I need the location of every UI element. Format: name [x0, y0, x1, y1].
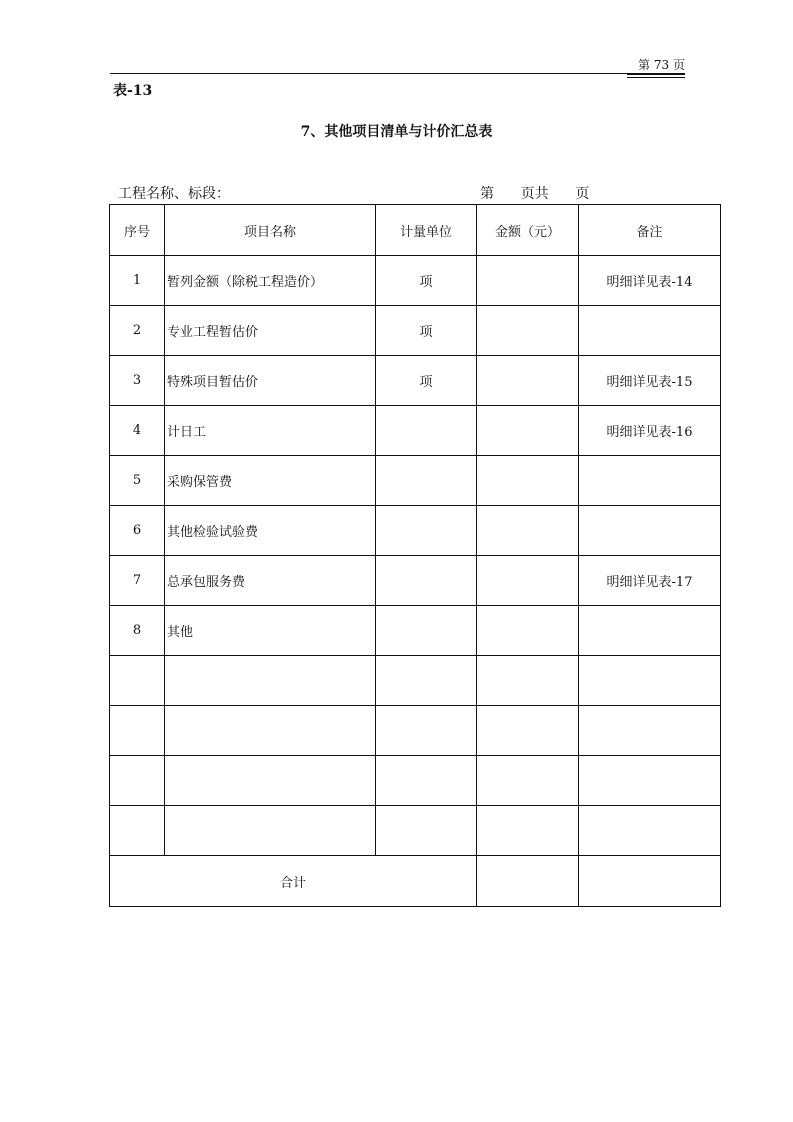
cell-item-name [165, 706, 376, 756]
cell-amount [477, 806, 579, 856]
table-row [110, 456, 721, 506]
cell-unit [376, 656, 477, 706]
page-number [625, 56, 685, 73]
page-number-prefix: 第 [638, 58, 651, 72]
cell-note [579, 506, 721, 556]
table-row [110, 406, 721, 456]
table-row [110, 256, 721, 306]
total-amount [477, 856, 579, 907]
page-number-underline-2 [627, 77, 685, 78]
table-row [110, 606, 721, 656]
cell-amount [477, 606, 579, 656]
cell-unit [376, 406, 477, 456]
cell-note: 明细详见表-14 [579, 256, 721, 306]
cell-item-name: 特殊项目暂估价 [165, 356, 376, 406]
table-row [110, 706, 721, 756]
cell-no: 7 [110, 556, 165, 606]
header-name: 项目名称 [165, 205, 376, 256]
cell-unit: 项 [376, 356, 477, 406]
cell-note [579, 706, 721, 756]
cell-note: 明细详见表-15 [579, 356, 721, 406]
cell-amount [477, 256, 579, 306]
total-label: 合计 [110, 856, 477, 907]
page-number-value: 73 [653, 58, 670, 72]
cell-no [110, 706, 165, 756]
table-row [110, 556, 721, 606]
cell-unit [376, 706, 477, 756]
cell-note [579, 756, 721, 806]
cell-no [110, 806, 165, 856]
page-info: 第 页共 页 [480, 186, 590, 202]
cell-no: 4 [110, 406, 165, 456]
total-note [579, 856, 721, 907]
cell-no: 5 [110, 456, 165, 506]
header-rule [110, 73, 685, 74]
cell-item-name: 计日工 [165, 406, 376, 456]
summary-table [109, 204, 721, 907]
cell-note [579, 656, 721, 706]
cell-unit: 项 [376, 256, 477, 306]
cell-amount [477, 756, 579, 806]
table-row [110, 306, 721, 356]
cell-no: 2 [110, 306, 165, 356]
table-header-row [110, 205, 721, 256]
page-number-underline [627, 74, 685, 75]
cell-item-name: 其他检验试验费 [165, 506, 376, 556]
cell-note: 明细详见表-17 [579, 556, 721, 606]
cell-note [579, 306, 721, 356]
cell-unit [376, 456, 477, 506]
cell-note [579, 806, 721, 856]
table-code: 表-13 [113, 83, 153, 99]
cell-item-name: 总承包服务费 [165, 556, 376, 606]
page-number-suffix: 页 [672, 58, 685, 72]
cell-item-name [165, 756, 376, 806]
cell-item-name [165, 806, 376, 856]
cell-no: 6 [110, 506, 165, 556]
cell-note: 明细详见表-16 [579, 406, 721, 456]
cell-amount [477, 556, 579, 606]
cell-amount [477, 406, 579, 456]
cell-no: 3 [110, 356, 165, 406]
cell-unit [376, 606, 477, 656]
cell-item-name: 暂列金额（除税工程造价） [165, 256, 376, 306]
cell-amount [477, 506, 579, 556]
document-title: 7、其他项目清单与计价汇总表 [300, 124, 493, 140]
table-row [110, 506, 721, 556]
header-amount: 金额（元） [477, 205, 579, 256]
cell-no [110, 656, 165, 706]
cell-unit [376, 806, 477, 856]
table-row [110, 756, 721, 806]
cell-no [110, 756, 165, 806]
cell-amount [477, 706, 579, 756]
table-body [110, 256, 721, 856]
cell-note [579, 606, 721, 656]
cell-unit [376, 756, 477, 806]
table-row [110, 806, 721, 856]
cell-no: 1 [110, 256, 165, 306]
header-no: 序号 [110, 205, 165, 256]
table-row [110, 356, 721, 406]
header-unit: 计量单位 [376, 205, 477, 256]
cell-item-name: 采购保管费 [165, 456, 376, 506]
cell-amount [477, 356, 579, 406]
cell-amount [477, 306, 579, 356]
table-row [110, 656, 721, 706]
project-name-label: 工程名称、标段： [118, 186, 230, 202]
cell-no: 8 [110, 606, 165, 656]
cell-amount [477, 456, 579, 506]
total-row [110, 856, 721, 907]
header-note: 备注 [579, 205, 721, 256]
cell-unit [376, 506, 477, 556]
cell-amount [477, 656, 579, 706]
cell-item-name: 专业工程暂估价 [165, 306, 376, 356]
cell-item-name [165, 656, 376, 706]
cell-item-name: 其他 [165, 606, 376, 656]
cell-note [579, 456, 721, 506]
cell-unit: 项 [376, 306, 477, 356]
cell-unit [376, 556, 477, 606]
